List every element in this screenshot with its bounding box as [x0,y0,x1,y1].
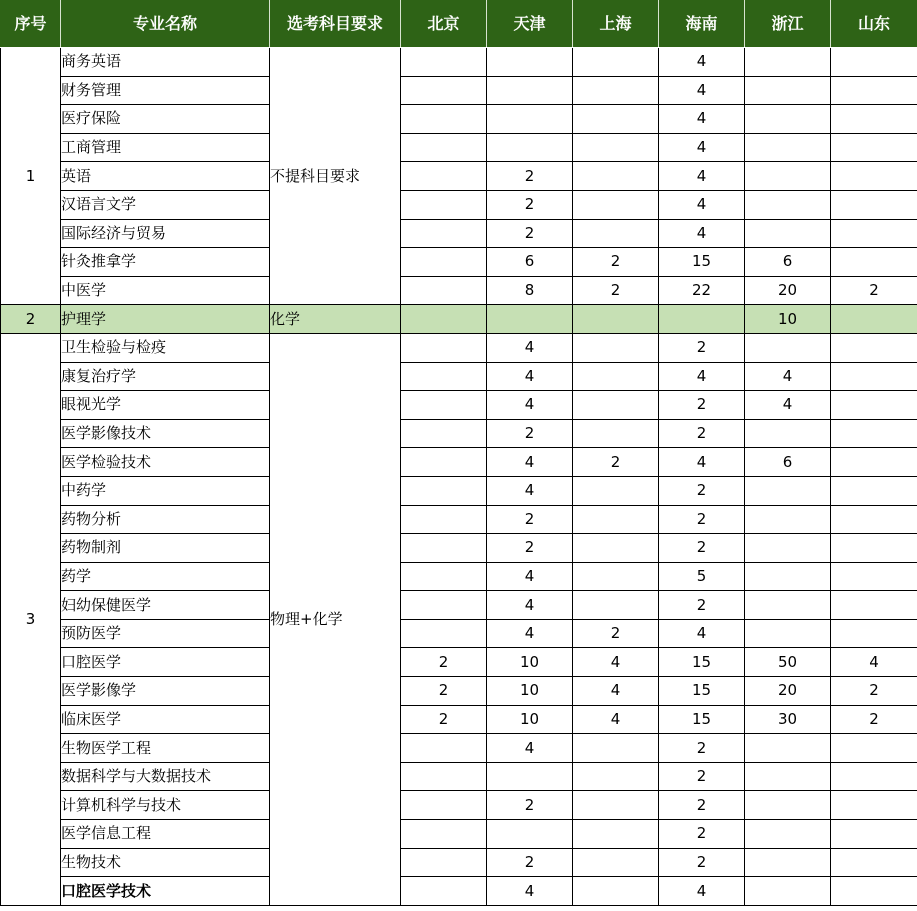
table-row [1,333,917,362]
major-cell: 汉语言文学 [61,190,270,219]
major-cell: 医学检验技术 [61,448,270,477]
table-row [1,705,917,734]
major-cell: 卫生检验与检疫 [61,333,270,362]
major-cell: 医学信息工程 [61,820,270,849]
quota-cell-shandong [831,305,917,334]
quota-cell-hainan: 4 [659,448,745,477]
quota-cell-zhejiang: 6 [745,448,831,477]
quota-cell-shanghai: 4 [573,677,659,706]
quota-cell-zhejiang [745,820,831,849]
quota-cell-tianjin: 2 [487,162,573,191]
quota-cell-shanghai [573,505,659,534]
quota-cell-hainan: 4 [659,48,745,77]
quota-cell-shandong [831,362,917,391]
major-cell: 医学影像技术 [61,419,270,448]
quota-cell-zhejiang: 50 [745,648,831,677]
table-row [1,76,917,105]
quota-cell-shanghai [573,391,659,420]
quota-cell-shandong [831,505,917,534]
quota-cell-tianjin [487,820,573,849]
quota-cell-shanghai [573,534,659,563]
table-row [1,133,917,162]
quota-cell-zhejiang [745,48,831,77]
quota-cell-shandong [831,762,917,791]
quota-cell-beijing [401,190,487,219]
quota-cell-tianjin: 8 [487,276,573,305]
header-cell-tianjin: 天津 [487,1,573,48]
table-row [1,391,917,420]
quota-cell-beijing [401,505,487,534]
quota-cell-shandong: 4 [831,648,917,677]
quota-cell-hainan: 4 [659,219,745,248]
quota-cell-zhejiang [745,505,831,534]
header-cell-hainan: 海南 [659,1,745,48]
quota-cell-hainan: 2 [659,333,745,362]
table-row [1,276,917,305]
quota-cell-hainan: 2 [659,391,745,420]
quota-cell-shandong [831,105,917,134]
quota-cell-hainan: 4 [659,105,745,134]
quota-cell-zhejiang [745,848,831,877]
header-cell-major: 专业名称 [61,1,270,48]
quota-cell-tianjin: 2 [487,791,573,820]
table-row [1,476,917,505]
major-cell: 妇幼保健医学 [61,591,270,620]
major-cell: 预防医学 [61,619,270,648]
quota-cell-zhejiang [745,105,831,134]
quota-cell-hainan: 2 [659,848,745,877]
quota-cell-beijing [401,248,487,277]
quota-cell-shandong [831,248,917,277]
quota-cell-zhejiang [745,476,831,505]
quota-cell-beijing [401,391,487,420]
major-cell: 口腔医学技术 [61,877,270,906]
table-row [1,362,917,391]
major-cell: 口腔医学 [61,648,270,677]
major-cell: 计算机科学与技术 [61,791,270,820]
table-row [1,190,917,219]
quota-cell-shanghai [573,105,659,134]
quota-cell-hainan: 15 [659,648,745,677]
quota-cell-shandong [831,534,917,563]
major-cell: 生物技术 [61,848,270,877]
quota-cell-hainan: 4 [659,162,745,191]
quota-cell-shandong [831,133,917,162]
quota-cell-shandong [831,820,917,849]
quota-cell-shanghai [573,133,659,162]
quota-cell-tianjin: 2 [487,419,573,448]
quota-cell-shanghai: 2 [573,619,659,648]
quota-cell-beijing [401,105,487,134]
quota-cell-shandong [831,391,917,420]
quota-cell-shandong [831,848,917,877]
major-cell: 医学影像学 [61,677,270,706]
quota-cell-zhejiang [745,734,831,763]
quota-cell-shandong: 2 [831,276,917,305]
major-cell: 生物医学工程 [61,734,270,763]
quota-cell-tianjin [487,105,573,134]
quota-cell-tianjin: 10 [487,648,573,677]
quota-cell-shandong [831,877,917,906]
subject-requirement-cell: 不提科目要求 [270,48,401,305]
table-row [1,305,917,334]
quota-cell-hainan: 2 [659,820,745,849]
quota-cell-shandong: 2 [831,705,917,734]
quota-cell-shandong [831,76,917,105]
quota-cell-beijing: 2 [401,677,487,706]
table-row [1,248,917,277]
table-row [1,677,917,706]
table-row [1,648,917,677]
seq-cell: 2 [1,305,61,334]
quota-cell-shanghai [573,305,659,334]
table-body [1,48,917,906]
quota-cell-hainan: 4 [659,190,745,219]
quota-cell-shandong [831,448,917,477]
quota-cell-zhejiang [745,190,831,219]
quota-cell-shanghai [573,848,659,877]
quota-cell-tianjin: 10 [487,705,573,734]
quota-cell-shanghai [573,820,659,849]
major-cell: 康复治疗学 [61,362,270,391]
quota-cell-tianjin: 2 [487,190,573,219]
quota-cell-shanghai [573,362,659,391]
table-row [1,820,917,849]
quota-cell-tianjin: 4 [487,448,573,477]
quota-cell-shanghai: 4 [573,648,659,677]
major-cell: 眼视光学 [61,391,270,420]
quota-cell-tianjin: 6 [487,248,573,277]
quota-cell-zhejiang [745,619,831,648]
major-cell: 中医学 [61,276,270,305]
quota-cell-zhejiang: 20 [745,276,831,305]
quota-cell-zhejiang [745,762,831,791]
quota-cell-tianjin: 4 [487,333,573,362]
table-row [1,505,917,534]
quota-cell-shandong [831,219,917,248]
quota-cell-hainan: 2 [659,476,745,505]
major-cell: 药物制剂 [61,534,270,563]
quota-cell-tianjin [487,76,573,105]
quota-cell-shanghai [573,48,659,77]
quota-cell-zhejiang [745,162,831,191]
major-cell: 商务英语 [61,48,270,77]
quota-cell-beijing [401,448,487,477]
quota-cell-shandong [831,476,917,505]
quota-cell-shanghai [573,762,659,791]
quota-cell-shanghai [573,562,659,591]
quota-cell-shanghai [573,333,659,362]
quota-cell-tianjin: 4 [487,362,573,391]
quota-cell-tianjin: 4 [487,734,573,763]
quota-cell-shanghai: 2 [573,276,659,305]
quota-cell-tianjin: 4 [487,877,573,906]
quota-cell-tianjin: 4 [487,591,573,620]
quota-cell-beijing [401,877,487,906]
quota-cell-zhejiang [745,333,831,362]
quota-cell-hainan: 2 [659,734,745,763]
quota-cell-shandong [831,190,917,219]
seq-cell: 1 [1,48,61,305]
quota-cell-hainan: 4 [659,133,745,162]
quota-cell-beijing [401,162,487,191]
quota-cell-zhejiang [745,591,831,620]
quota-cell-zhejiang [745,791,831,820]
quota-cell-beijing [401,48,487,77]
quota-cell-hainan: 15 [659,248,745,277]
major-cell: 英语 [61,162,270,191]
quota-cell-hainan: 2 [659,505,745,534]
table-row [1,48,917,77]
table-row [1,219,917,248]
quota-cell-shandong [831,48,917,77]
seq-cell: 3 [1,333,61,905]
table-row [1,448,917,477]
major-cell: 数据科学与大数据技术 [61,762,270,791]
quota-cell-tianjin: 10 [487,677,573,706]
table-row [1,562,917,591]
quota-cell-beijing [401,476,487,505]
quota-cell-hainan: 2 [659,791,745,820]
quota-cell-tianjin: 2 [487,505,573,534]
quota-cell-beijing [401,76,487,105]
quota-cell-hainan: 4 [659,76,745,105]
quota-cell-shandong [831,562,917,591]
header-cell-shanghai: 上海 [573,1,659,48]
table-row [1,848,917,877]
major-cell: 中药学 [61,476,270,505]
quota-cell-beijing [401,848,487,877]
quota-cell-beijing [401,791,487,820]
quota-cell-shandong: 2 [831,677,917,706]
quota-cell-tianjin: 4 [487,562,573,591]
quota-cell-beijing [401,820,487,849]
quota-cell-hainan: 22 [659,276,745,305]
quota-cell-zhejiang: 6 [745,248,831,277]
quota-cell-tianjin: 2 [487,848,573,877]
quota-cell-hainan: 2 [659,419,745,448]
table-row [1,877,917,906]
quota-cell-zhejiang: 4 [745,362,831,391]
quota-cell-shanghai: 4 [573,705,659,734]
quota-cell-zhejiang [745,76,831,105]
quota-cell-hainan: 15 [659,705,745,734]
major-cell: 工商管理 [61,133,270,162]
quota-cell-zhejiang [745,562,831,591]
quota-cell-shanghai: 2 [573,448,659,477]
quota-cell-beijing [401,219,487,248]
quota-cell-tianjin [487,48,573,77]
quota-cell-shandong [831,619,917,648]
quota-cell-shanghai [573,476,659,505]
subject-requirement-cell: 化学 [270,305,401,334]
quota-cell-beijing [401,362,487,391]
table-row [1,534,917,563]
quota-cell-beijing [401,305,487,334]
table-row [1,419,917,448]
quota-cell-tianjin: 4 [487,476,573,505]
quota-cell-zhejiang: 30 [745,705,831,734]
table-row [1,619,917,648]
quota-cell-shandong [831,419,917,448]
table-row [1,762,917,791]
quota-cell-shanghai [573,219,659,248]
quota-cell-shanghai [573,76,659,105]
quota-cell-shanghai [573,190,659,219]
major-cell: 针灸推拿学 [61,248,270,277]
quota-cell-hainan: 2 [659,762,745,791]
major-cell: 护理学 [61,305,270,334]
quota-cell-shanghai [573,162,659,191]
quota-cell-beijing [401,591,487,620]
quota-cell-shandong [831,791,917,820]
quota-cell-shanghai: 2 [573,248,659,277]
quota-cell-beijing: 2 [401,648,487,677]
quota-cell-beijing [401,734,487,763]
major-cell: 财务管理 [61,76,270,105]
quota-cell-beijing [401,333,487,362]
quota-cell-beijing [401,534,487,563]
quota-cell-zhejiang [745,534,831,563]
quota-cell-hainan: 4 [659,362,745,391]
quota-cell-beijing [401,133,487,162]
header-cell-beijing: 北京 [401,1,487,48]
quota-cell-hainan: 5 [659,562,745,591]
quota-cell-beijing [401,276,487,305]
major-cell: 药学 [61,562,270,591]
major-cell: 药物分析 [61,505,270,534]
header-cell-seq: 序号 [1,1,61,48]
quota-cell-beijing [401,619,487,648]
table-row [1,105,917,134]
quota-cell-beijing [401,762,487,791]
table-row [1,791,917,820]
quota-cell-zhejiang [745,877,831,906]
quota-cell-shandong [831,162,917,191]
quota-cell-shandong [831,591,917,620]
quota-cell-zhejiang: 4 [745,391,831,420]
quota-cell-shanghai [573,877,659,906]
header-cell-shandong: 山东 [831,1,917,48]
quota-cell-tianjin [487,762,573,791]
quota-cell-hainan: 4 [659,619,745,648]
quota-cell-zhejiang: 20 [745,677,831,706]
quota-cell-zhejiang [745,133,831,162]
subject-requirement-cell: 物理+化学 [270,333,401,905]
quota-cell-hainan: 2 [659,591,745,620]
table-row [1,162,917,191]
quota-cell-shandong [831,734,917,763]
major-cell: 国际经济与贸易 [61,219,270,248]
quota-cell-tianjin: 2 [487,534,573,563]
table-row [1,591,917,620]
header-row [1,1,917,48]
quota-cell-beijing [401,562,487,591]
major-cell: 医疗保险 [61,105,270,134]
quota-cell-zhejiang [745,219,831,248]
quota-cell-shandong [831,333,917,362]
quota-cell-zhejiang: 10 [745,305,831,334]
quota-cell-shanghai [573,791,659,820]
quota-cell-tianjin: 4 [487,391,573,420]
quota-cell-hainan: 4 [659,877,745,906]
quota-cell-tianjin: 2 [487,219,573,248]
quota-cell-tianjin [487,133,573,162]
quota-cell-tianjin [487,305,573,334]
major-cell: 临床医学 [61,705,270,734]
quota-cell-shanghai [573,591,659,620]
quota-cell-shanghai [573,734,659,763]
quota-cell-hainan: 15 [659,677,745,706]
quota-cell-zhejiang [745,419,831,448]
header-cell-zhejiang: 浙江 [745,1,831,48]
quota-cell-beijing [401,419,487,448]
quota-cell-beijing: 2 [401,705,487,734]
header-cell-subject: 选考科目要求 [270,1,401,48]
table-row [1,734,917,763]
quota-cell-hainan: 2 [659,534,745,563]
quota-cell-tianjin: 4 [487,619,573,648]
quota-cell-shanghai [573,419,659,448]
quota-cell-hainan [659,305,745,334]
